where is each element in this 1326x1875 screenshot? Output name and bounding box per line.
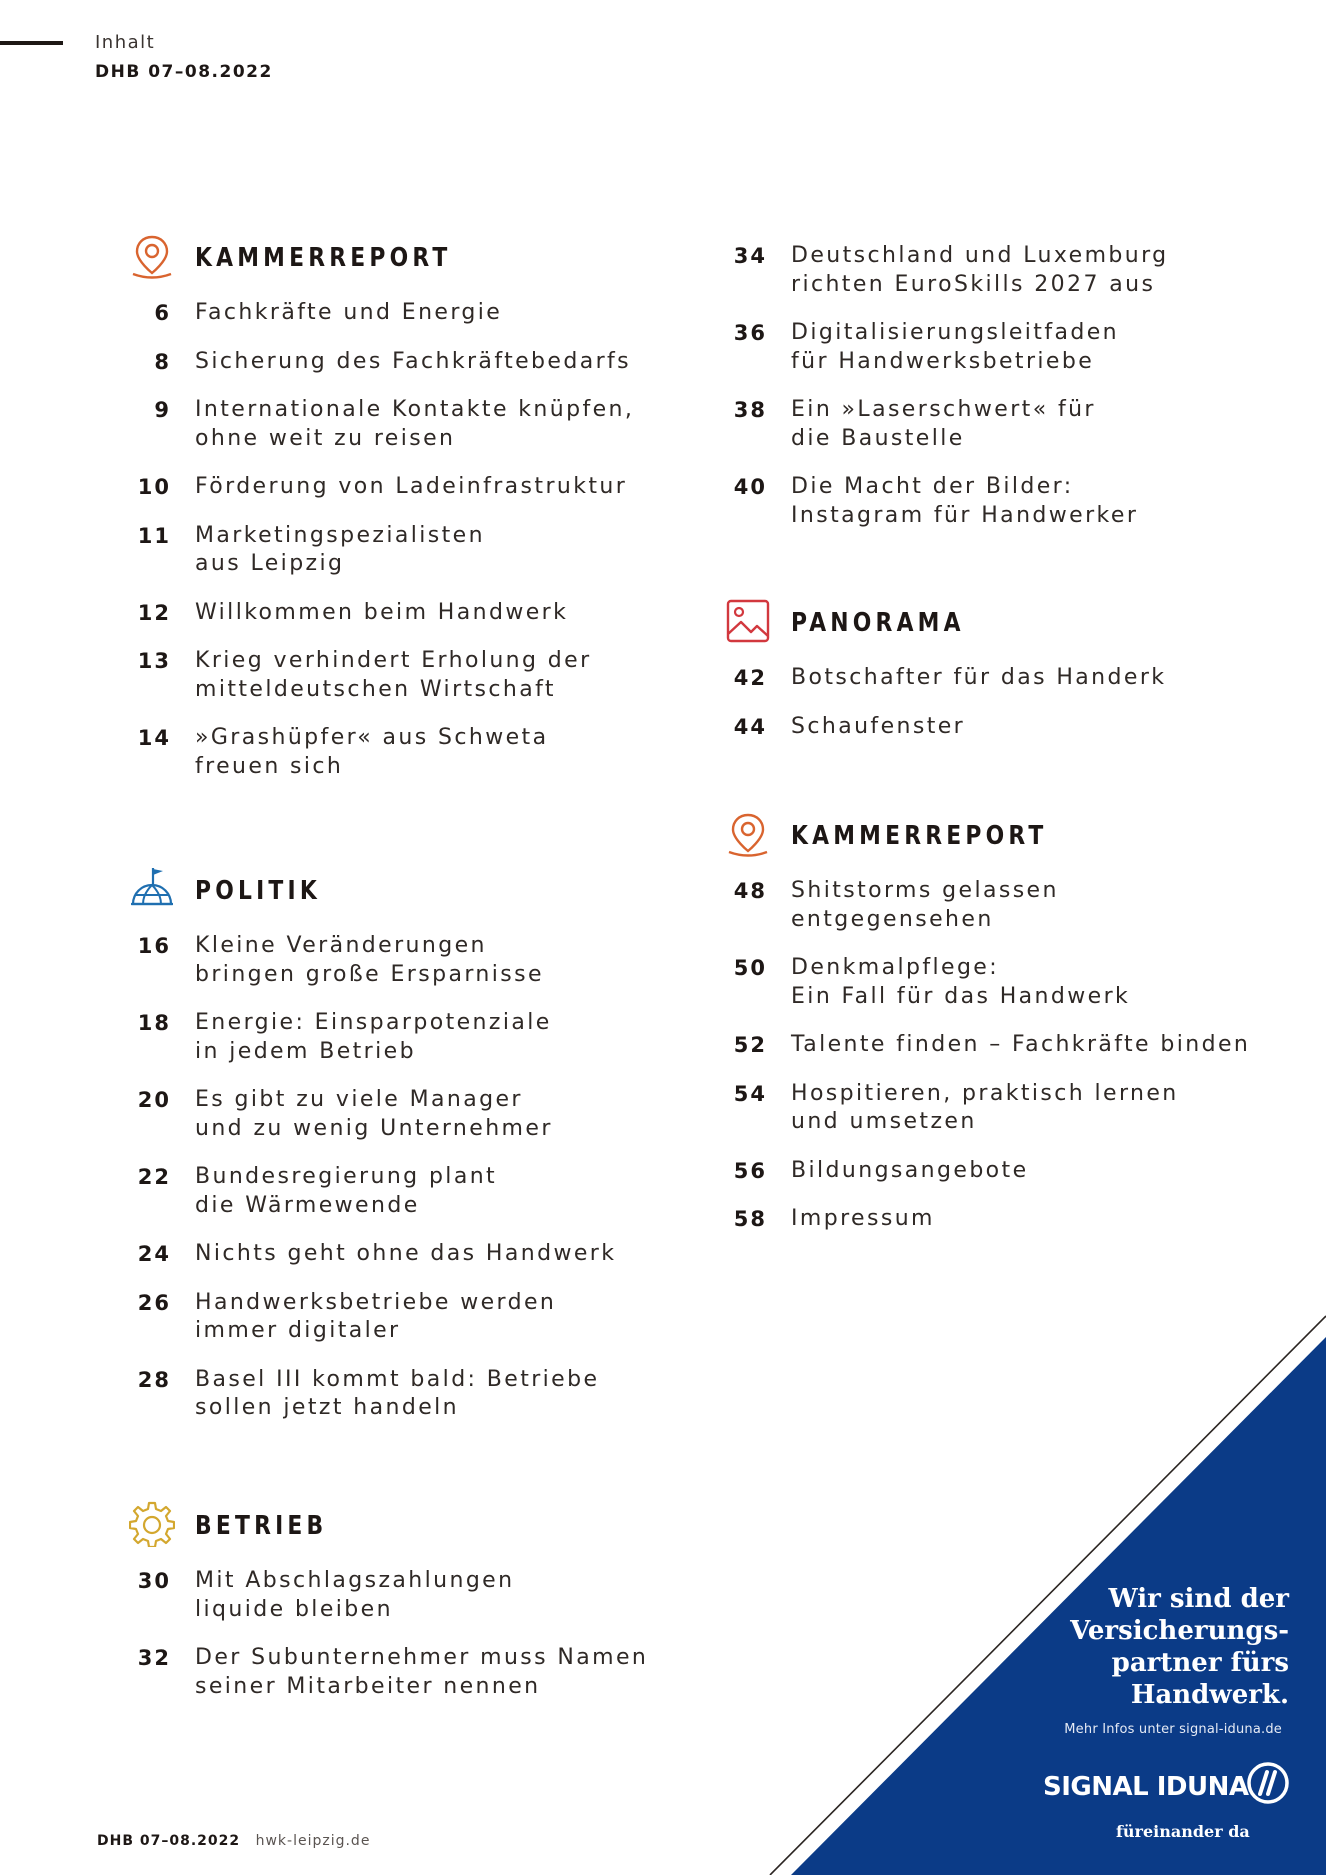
page-footer (97, 1833, 370, 1849)
page-number: 20 (137, 1088, 171, 1112)
page-number: 8 (154, 349, 171, 374)
entry-title: Ein »Laserschwert« für die Baustelle (791, 397, 1096, 451)
entry-title: Shitstorms gelassen entgegensehen (791, 878, 1059, 932)
footer-url[interactable]: hwk-leipzig.de (255, 1833, 371, 1849)
page-number: 54 (733, 1081, 767, 1106)
ad-link-text[interactable]: Mehr Infos unter signal-iduna.de (1064, 1722, 1282, 1737)
page-number: 56 (733, 1158, 767, 1183)
section-title: KAMMERREPORT (791, 821, 1048, 851)
entry-title: Sicherung des Fachkräftebedarfs (195, 348, 632, 374)
entry-title: Es gibt zu viele Manager und zu wenig Unternehmer (195, 1087, 553, 1141)
entry-title: Marketingspezialisten aus Leipzig (195, 522, 485, 576)
page-number: 40 (733, 475, 767, 499)
page-number: 44 (733, 714, 767, 739)
entry-title: Deutschland und Luxemburg richten EuroSkills 2027 aus (791, 243, 1169, 297)
page-number: 32 (137, 1646, 171, 1670)
page-number: 30 (137, 1569, 171, 1593)
entry-title: Kleine Veränderungen bringen große Ersparnisse (195, 933, 544, 987)
page-number: 34 (733, 244, 767, 268)
page-number: 26 (137, 1290, 171, 1315)
footer-issue: DHB 07–08.2022 (97, 1833, 241, 1849)
page-number: 13 (137, 649, 171, 673)
brand-logo-icon (1247, 1762, 1289, 1804)
entry-title: Die Macht der Bilder: Instagram für Handwerker (791, 474, 1139, 528)
entry-title: Talente finden – Fachkräfte binden (791, 1032, 1251, 1057)
entry-title: Energie: Einsparpotenziale in jedem Betrieb (195, 1010, 552, 1064)
page-number: 52 (733, 1033, 767, 1057)
entry-title: Nichts geht ohne das Handwerk (195, 1241, 617, 1266)
page-number: 42 (733, 666, 767, 690)
ad-headline: Wir sind der Versicherungs- partner fürs Handwerk. (1070, 1584, 1289, 1710)
issue-label: DHB 07–08.2022 (95, 62, 273, 82)
entry-title: Hospitieren, praktisch lernen und umsetzen (791, 1080, 1179, 1134)
entry-title: Handwerksbetriebe werden immer digitaler (195, 1289, 557, 1343)
entry-title: Denkmalpflege: Ein Fall für das Handwerk (791, 955, 1131, 1009)
entry-title: Mit Abschlagszahlungen liquide bleiben (195, 1568, 515, 1622)
page-number: 48 (733, 879, 767, 903)
entry-title: Bildungsangebote (791, 1157, 1029, 1183)
page-number: 11 (137, 523, 171, 548)
entry-title: Krieg verhindert Erholung der mitteldeutschen Wirtschaft (195, 648, 592, 702)
page-number: 14 (137, 726, 171, 750)
brand-logo-text: SIGNAL IDUNA (1043, 1772, 1249, 1802)
entry-title: »Grashüpfer« aus Schweta freuen sich (195, 725, 549, 779)
entry-title: Förderung von Ladeinfrastruktur (195, 474, 628, 499)
entry-title: Internationale Kontakte knüpfen, ohne weit zu reisen (195, 397, 635, 451)
entry-title: Fachkräfte und Energie (195, 300, 503, 325)
entry-title: Impressum (791, 1206, 935, 1231)
page-number: 38 (733, 398, 767, 422)
page-number: 36 (733, 321, 767, 345)
page-number: 12 (137, 600, 171, 625)
entry-title: Basel III kommt bald: Betriebe sollen jetzt handeln (195, 1366, 600, 1420)
page-number: 50 (733, 956, 767, 980)
page-number: 28 (137, 1367, 171, 1392)
page-number: 24 (137, 1242, 171, 1266)
entry-title: Willkommen beim Handwerk (195, 599, 569, 625)
page-number: 9 (154, 398, 171, 422)
section-title: PANORAMA (791, 608, 965, 638)
page-number: 16 (137, 934, 171, 958)
section-title: POLITIK (195, 876, 321, 906)
section-title: KAMMERREPORT (195, 243, 452, 273)
page-number: 18 (137, 1011, 171, 1035)
page-number: 22 (137, 1165, 171, 1189)
page-number: 6 (154, 301, 171, 325)
page-number: 10 (137, 475, 171, 499)
entry-title: Der Subunternehmer muss Namen seiner Mitarbeiter nennen (195, 1645, 649, 1699)
page-number: 58 (733, 1207, 767, 1231)
brand-tagline: füreinander da (1116, 1822, 1250, 1841)
section-title: BETRIEB (195, 1511, 328, 1541)
section-label: Inhalt (95, 32, 156, 53)
entry-title: Schaufenster (791, 713, 966, 739)
entry-title: Bundesregierung plant die Wärmewende (195, 1164, 498, 1218)
entry-title: Botschafter für das Handerk (791, 665, 1167, 690)
entry-title: Digitalisierungsleitfaden für Handwerksbetriebe (791, 320, 1119, 374)
